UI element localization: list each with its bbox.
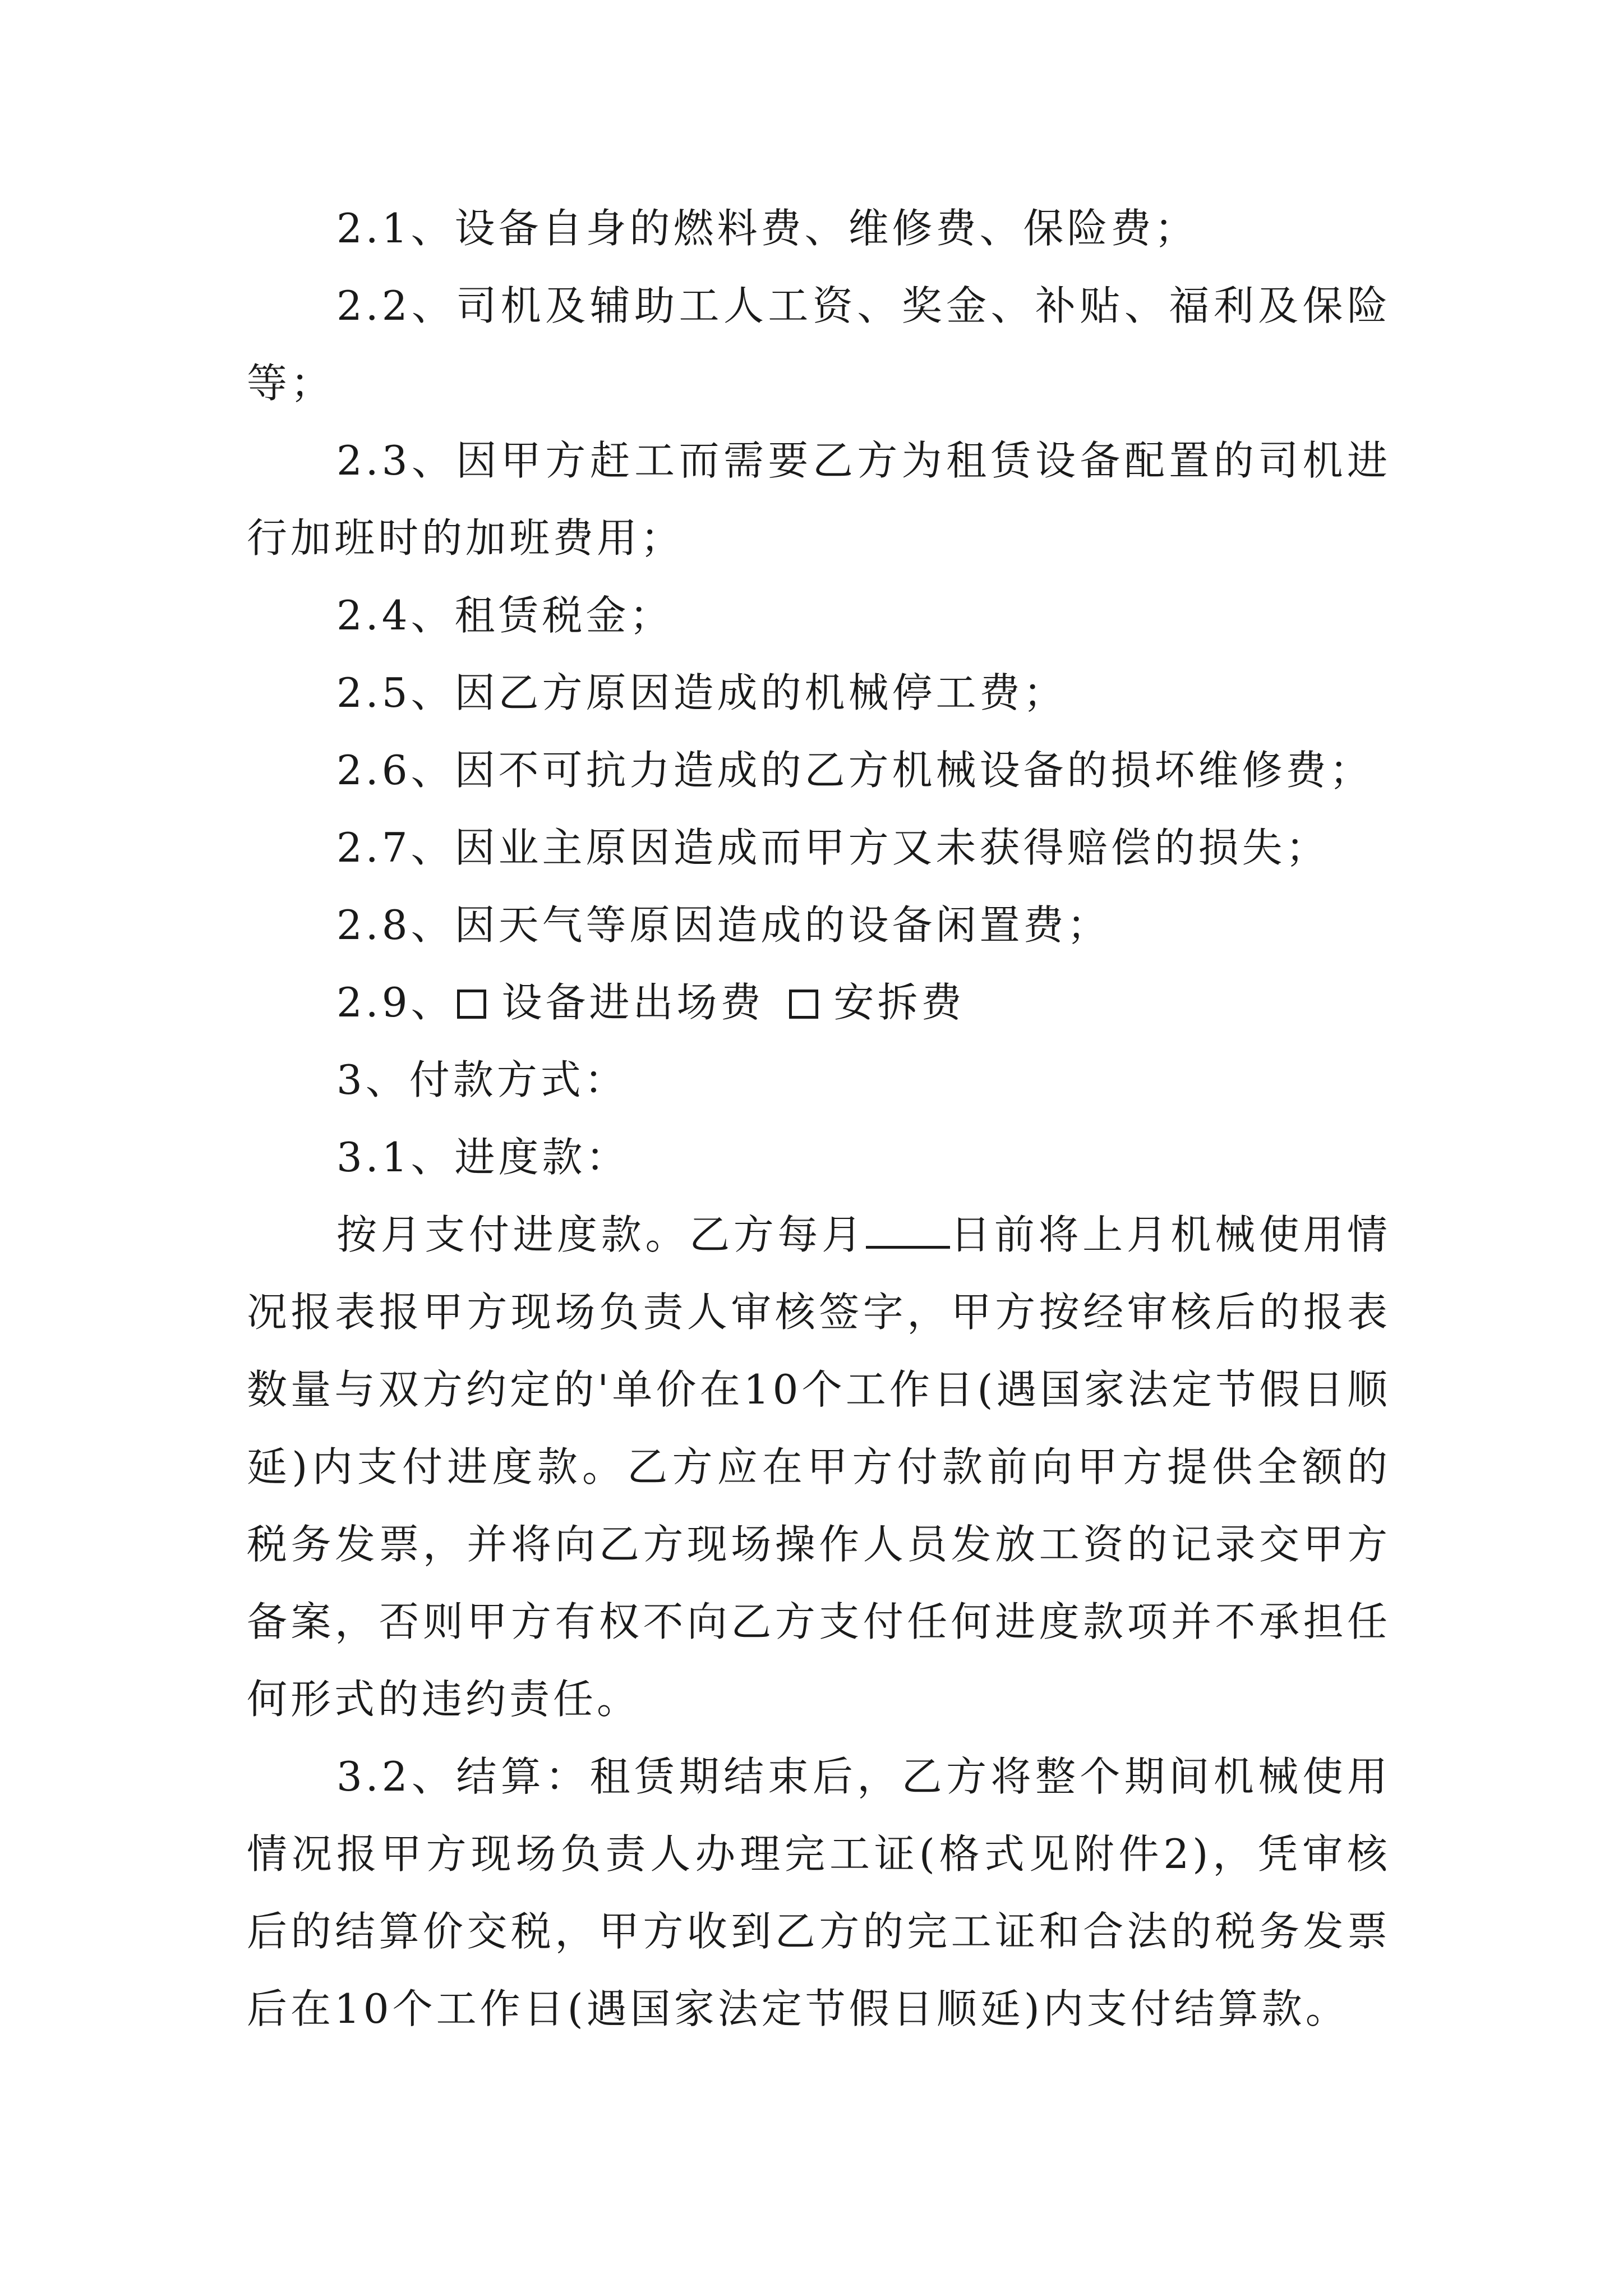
clause-2-4: 2.4、租赁税金； — [336, 592, 674, 639]
clause-2-5: 2.5、因乙方原因造成的机械停工费； — [336, 669, 1067, 716]
clause-2-9 — [247, 964, 1391, 1041]
installation-removal-fee-label: 安拆费 — [833, 979, 965, 1026]
clause-2-6: 2.6、因不可抗力造成的乙方机械设备的损坏维修费； — [336, 747, 1373, 794]
clause-3-1-heading: 3.1、进度款： — [336, 1134, 630, 1181]
clause-3-1-text-a: 按月支付进度款。乙方每月 — [336, 1211, 866, 1258]
day-blank-field[interactable] — [866, 1212, 950, 1249]
clause-2-8: 2.8、因天气等原因造成的设备闲置费； — [336, 901, 1111, 949]
equipment-entry-exit-fee-checkbox[interactable] — [457, 990, 486, 1019]
clause-2-7: 2.7、因业主原因造成而甲方又未获得赔偿的损失； — [336, 824, 1330, 871]
clause-3-2: 3.2、结算：租赁期结束后，乙方将整个期间机械使用情况报甲方现场负责人办理完工证(格式见附件2)，凭审核后的结算价交税，甲方收到乙方的完工证和合法的税务发票后在10个工作日(遇国家法定节假日顺延)内支付结算款。 — [247, 1753, 1391, 2032]
equipment-entry-exit-fee-label: 设备进出场费 — [501, 979, 764, 1026]
clause-2-3: 2.3、因甲方赶工而需要乙方为租赁设备配置的司机进行加班时的加班费用； — [247, 437, 1391, 562]
clause-3-1-body — [247, 1196, 1391, 1738]
clause-2-1: 2.1、设备自身的燃料费、维修费、保险费； — [336, 205, 1198, 252]
clause-3-1-text-b: 日前将上月机械使用情况报表报甲方现场负责人审核签字，甲方按经审核后的报表数量与双方约定的'单价在10个工作日(遇国家法定节假日顺延)内支付进度款。乙方应在甲方付款前向甲方提供全额的税务发票，并将向乙方现场操作人员发放工资的记录交甲方备案，否则甲方有权不向乙方支付任何进度款项并不承担任何形式的违约责任。 — [247, 1211, 1391, 1723]
clause-2-9-prefix: 2.9、 — [336, 979, 455, 1026]
clause-3-heading: 3、付款方式： — [336, 1056, 628, 1103]
installation-removal-fee-checkbox[interactable] — [789, 990, 818, 1019]
document-page — [247, 190, 1391, 2047]
clause-2-2: 2.2、司机及辅助工人工资、奖金、补贴、福利及保险等； — [247, 282, 1391, 407]
